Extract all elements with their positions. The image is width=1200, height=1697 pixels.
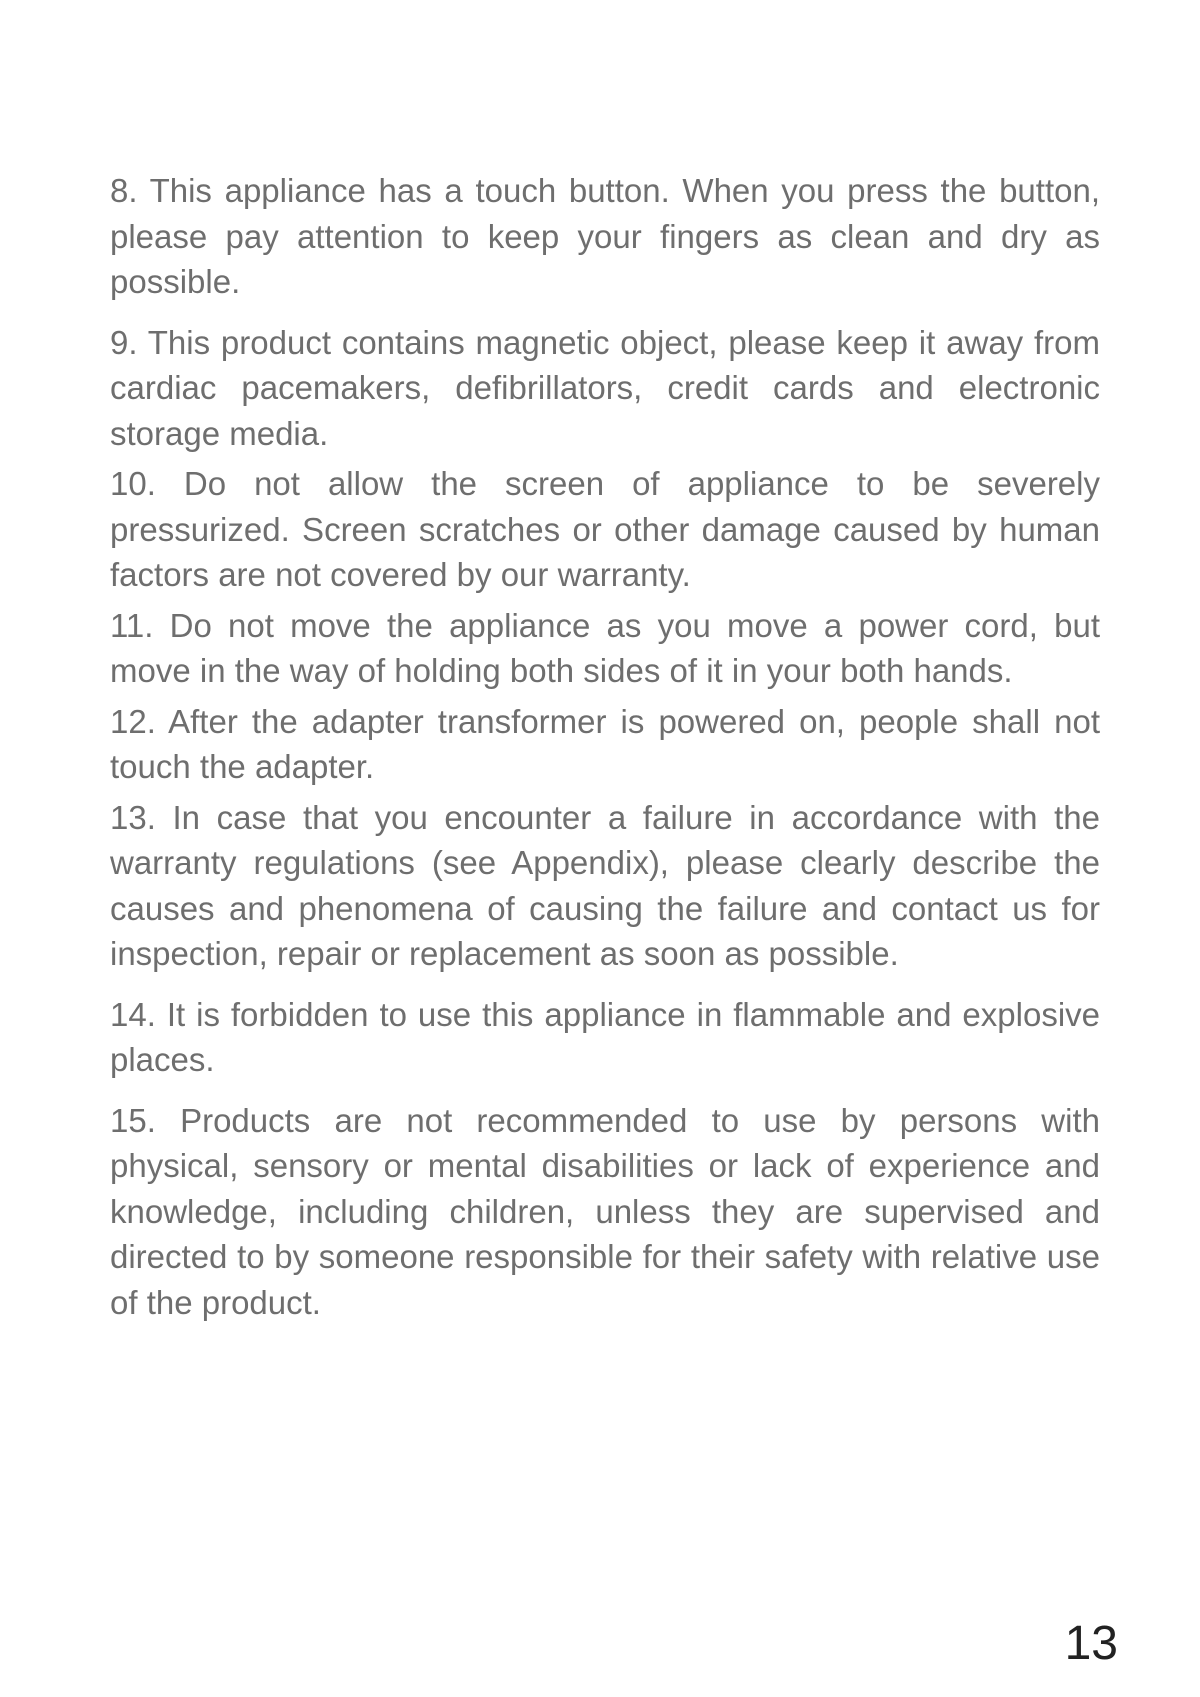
instruction-item-10: 10. Do not allow the screen of appliance to be severely pressurized. Screen scratches or other damage caused by human factors are not covered by our warranty.: [110, 465, 1100, 593]
instruction-item-15: 15. Products are not recommended to use by persons with physical, sensory or mental disabilities or lack of experience and knowledge, including children, unless they are supervised and directed to by someone responsible for their safety with relative use of the product.: [110, 1101, 1100, 1321]
instruction-item-12: 12. After the adapter transformer is powered on, people shall not touch the adapter.: [110, 702, 1100, 785]
instruction-item-8: 8. This appliance has a touch button. When you press the button, please pay attention to keep your fingers as clean and dry as possible.: [110, 172, 1100, 300]
safety-instructions-list: [110, 168, 1100, 1325]
instruction-item-9: 9. This product contains magnetic object, please keep it away from cardiac pacemakers, defibrillators, credit cards and electronic storage media.: [110, 323, 1100, 452]
instruction-item-14: 14. It is forbidden to use this appliance in flammable and explosive places.: [110, 995, 1100, 1078]
instruction-item-11: 11. Do not move the appliance as you move a power cord, but move in the way of holding both sides of it in your both hands.: [110, 606, 1100, 689]
page-number: 13: [1064, 1617, 1118, 1670]
instruction-item-13: 13. In case that you encounter a failure in accordance with the warranty regulations (see Appendix), please clearly describe the causes and phenomena of causing the failure and contact us for inspection, repair or replacement as soon as possible.: [110, 798, 1100, 972]
